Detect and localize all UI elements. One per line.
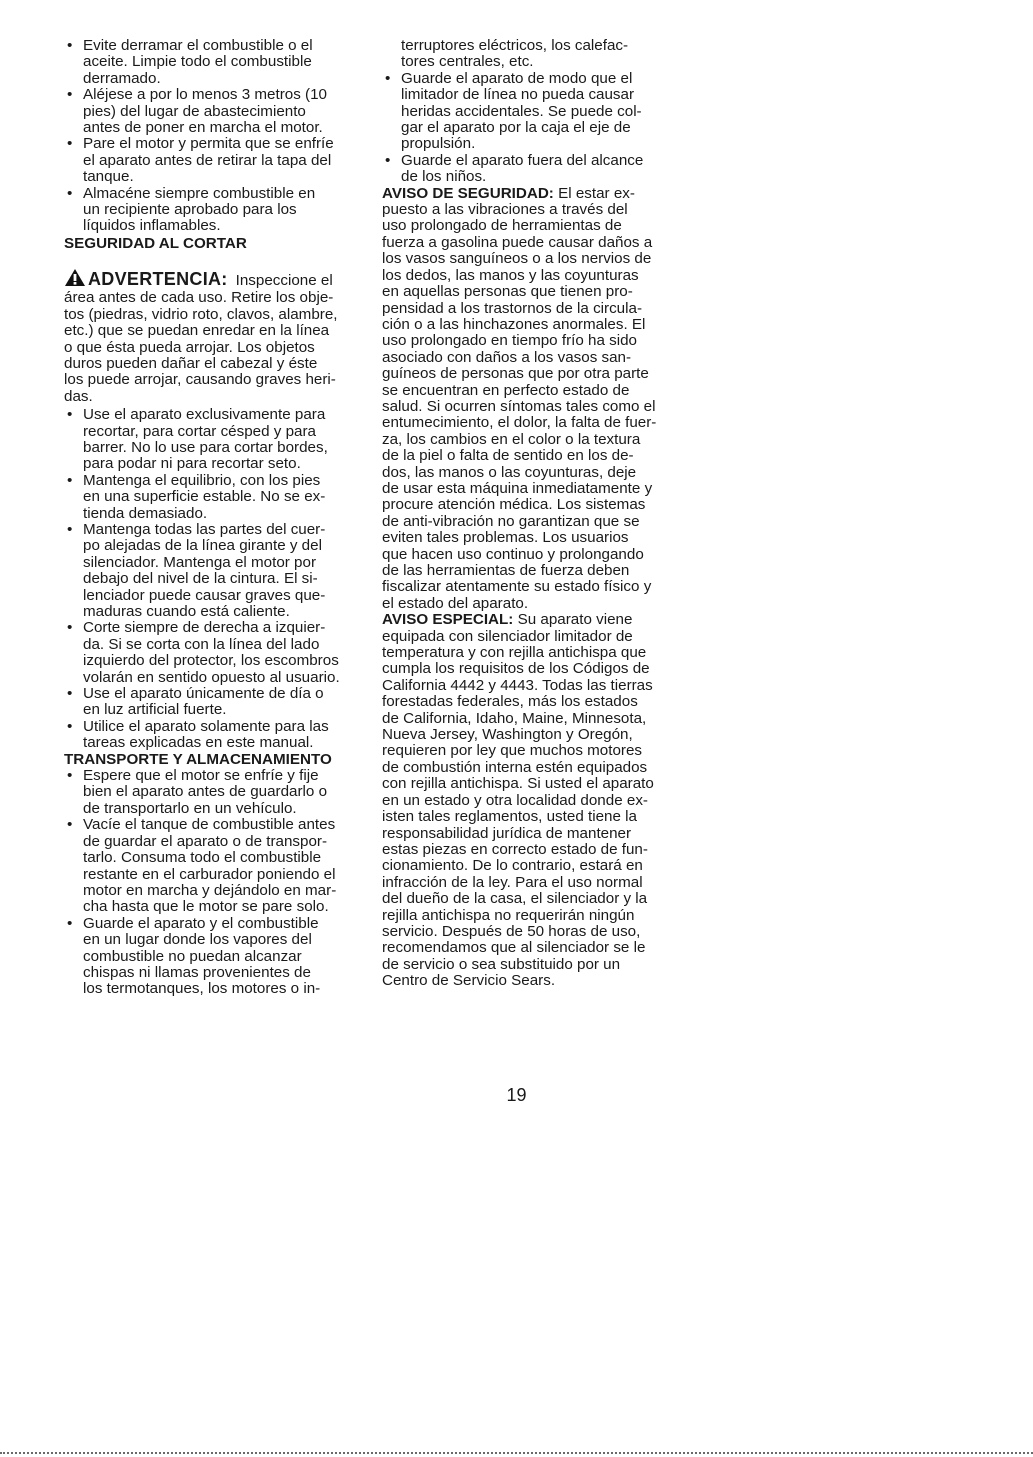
heading-seguridad-al-cortar: SEGURIDAD AL CORTAR xyxy=(64,234,247,252)
special-notice-label: AVISO ESPECIAL: xyxy=(382,611,514,629)
heading-transporte: TRANSPORTE Y ALMACENAMIENTO xyxy=(64,750,332,768)
safety-notice: AVISO DE SEGURIDAD: El estar ex- puesto a las vibraciones a través del uso prolongado de herramientas de fuerza a gasolina puede causar daños a los vasos sanguíneos o a los nervios de los dedos, las manos y las coyunturas en aquellas personas que tienen pro- pensidad a los trastornos de la circula- ción o a las hinchazones anormales. El uso prolongado en tiempo frío ha sido asociado con daños a los vasos san- guíneos de personas que por otra parte se encuentran en perfecto estado de salud. Si ocurren síntomas tales como el entumecimiento, el dolor, la falta de fuer- za, los cambios en el color o la textura de la piel o falta de sentido en los de- dos, las manos o las coyunturas, deje de usar esta máquina inmediatamente y procure atención médica. Los sistemas de anti-vibración no garantizan que se eviten tales problemas. Los usuarios que hacen uso continuo y prolongando de las herramientas de fuerza deben fiscalizar atentamente su estado físico y el estado del aparato. xyxy=(382,184,657,612)
right-column xyxy=(382,38,702,990)
warning-text: Inspeccione el xyxy=(235,272,333,290)
list-item: • Mantenga el equilibrio, con los pies en una superficie estable. No se ex- tienda demasiado. xyxy=(64,473,364,522)
list-item: terruptores eléctricos, los calefac- tores centrales, etc. xyxy=(401,37,629,71)
bottom-divider xyxy=(0,1452,1033,1454)
list-item: • Aléjese a por lo menos 3 metros (10 pies) del lugar de abastecimiento antes de poner en marcha el motor. xyxy=(64,87,364,136)
list-item: • Utilice el aparato solamente para las tareas explicadas en este manual. xyxy=(64,719,364,752)
list-item: • Guarde el aparato fuera del alcance de los niños. xyxy=(382,153,702,186)
list-item: • Corte siempre de derecha a izquier- da. Si se corta con la línea del lado izquierdo del protector, los escombros volarán en sentido opuesto al usuario. xyxy=(64,620,364,686)
list-item: • Vacíe el tanque de combustible antes de guardar el aparato o de transpor- tarlo. Consuma todo el combustible restante en el carburador poniendo el motor en marcha y dejándolo en mar- cha hasta que le motor se pare solo. xyxy=(64,817,364,915)
list-item: • Use el aparato exclusivamente para recortar, para cortar césped y para barrer. No lo use para cortar bordes, para podar ni para recortar seto. xyxy=(64,407,364,473)
list-item: • Guarde el aparato y el combustible en un lugar donde los vapores del combustible no puedan alcanzar chispas ni llamas provenientes de los termotanques, los motores o in- xyxy=(64,916,364,998)
safety-notice-label: AVISO DE SEGURIDAD: xyxy=(382,184,554,202)
list-item: • Guarde el aparato de modo que el limitador de línea no pueda causar heridas accidentales. Se puede col- gar el aparato por la caja el eje de propulsión. xyxy=(382,71,702,153)
warning-paragraph: área antes de cada uso. Retire los obje- tos (piedras, vidrio roto, clavos, alambre, etc.) que se puedan enredar en la línea o que ésta pueda arrojar. Los objetos duros pueden dañar el cabezal y éste los puede arrojar, causando graves heri- das. xyxy=(64,289,338,405)
list-item: • Almacéne siempre combustible en un recipiente aprobado para los líquidos inflamables. xyxy=(64,186,364,235)
warning-paragraph-first-line xyxy=(64,266,364,290)
list-item: • Espere que el motor se enfríe y fije bien el aparato antes de guardarlo o de transportarlo en un vehículo. xyxy=(64,768,364,817)
list-item: • Evite derramar el combustible o el aceite. Limpie todo el combustible derramado. xyxy=(64,38,364,87)
warning-label: ADVERTENCIA: xyxy=(88,269,228,290)
page-number: 19 xyxy=(506,1085,527,1105)
list-item: • Mantenga todas las partes del cuer- po alejadas de la línea girante y del silenciador. Mantenga el motor por debajo del nivel de la cintura. El si- lenciador puede causar graves que- maduras cuando está caliente. xyxy=(64,522,364,620)
list-item: • Use el aparato únicamente de día o en luz artificial fuerte. xyxy=(64,686,364,719)
list-item: • Pare el motor y permita que se enfríe el aparato antes de retirar la tapa del tanque. xyxy=(64,136,364,185)
warning-triangle-icon xyxy=(64,268,86,287)
special-notice: AVISO ESPECIAL: Su aparato viene equipada con silenciador limitador de temperatura y con rejilla antichispa que cumpla los requisitos de los Códigos de California 4442 y 4443. Todas las tierras forestadas federales, más los estados de California, Idaho, Maine, Minnesota, Nueva Jersey, Washington y Oregón, requieren por ley que muchos motores de combustión interna estén equipados con rejilla antichispa. Si usted el aparato en un estado y otra localidad donde ex- isten tales reglamentos, usted tiene la responsabilidad jurídica de mantener estas piezas en correcto estado de fun- cionamiento. De lo contrario, estará en infracción de la ley. Para el uso normal del dueño de la casa, el silenciador y la rejilla antichispa no requerirán ningún servicio. Después de 50 horas de uso, recomendamos que al silenciador se le de servicio o sea substituido por un Centro de Servicio Sears. xyxy=(382,611,654,990)
left-column xyxy=(64,38,364,998)
